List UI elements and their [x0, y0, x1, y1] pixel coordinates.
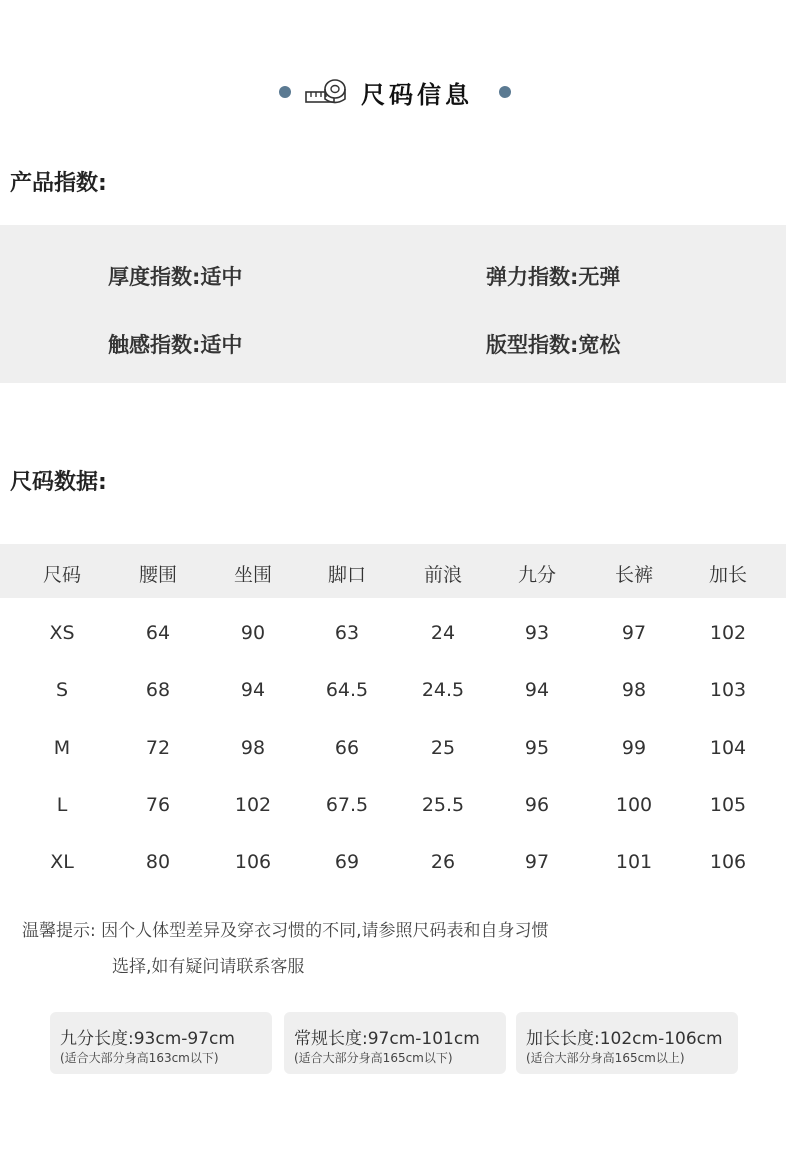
- section-header: [0, 72, 790, 112]
- table-cell: 25.5: [421, 794, 465, 816]
- table-cell: 106: [709, 851, 747, 873]
- table-cell: 99: [621, 737, 647, 759]
- length-card-main: 加长长度:102cm-106cm: [526, 1029, 723, 1049]
- index-item-touch: [108, 329, 242, 359]
- index-item-fit: [486, 329, 620, 359]
- index-label: 厚度指数:: [108, 265, 201, 289]
- table-cell: 96: [524, 794, 550, 816]
- length-card-sub: (适合大部分身高163cm以下): [60, 1051, 219, 1065]
- table-cell: 105: [709, 794, 747, 816]
- table-cell: 98: [240, 737, 266, 759]
- table-cell: 93: [524, 622, 550, 644]
- table-cell: 64.5: [325, 679, 369, 701]
- size-data-heading: 尺码数据:: [10, 470, 107, 495]
- table-cell: 63: [334, 622, 360, 644]
- length-card-cropped: [50, 1012, 272, 1074]
- table-cell: 76: [145, 794, 171, 816]
- table-cell: 24.5: [421, 679, 465, 701]
- length-card-sub: (适合大部分身高165cm以下): [294, 1051, 453, 1065]
- index-value: 适中: [200, 333, 243, 357]
- table-cell: 102: [234, 794, 272, 816]
- table-cell: 67.5: [325, 794, 369, 816]
- column-header: 长裤: [614, 564, 653, 586]
- length-card-long: [516, 1012, 738, 1074]
- size-label-cell: S: [55, 679, 69, 701]
- table-cell: 64: [145, 622, 171, 644]
- table-cell: 95: [524, 737, 550, 759]
- table-cell: 68: [145, 679, 171, 701]
- size-label-cell: XS: [49, 622, 75, 644]
- table-cell: 69: [334, 851, 360, 873]
- decor-dot-right: [499, 86, 511, 98]
- index-value: 无弹: [578, 265, 621, 289]
- table-cell: 100: [615, 794, 653, 816]
- table-cell: 102: [709, 622, 747, 644]
- size-table-header: [0, 544, 786, 598]
- table-cell: 80: [145, 851, 171, 873]
- column-header: 前浪: [423, 564, 462, 586]
- index-item-elasticity: [486, 261, 620, 291]
- table-cell: 104: [709, 737, 747, 759]
- index-value: 适中: [200, 265, 243, 289]
- table-cell: 97: [621, 622, 647, 644]
- column-header: 九分: [517, 564, 556, 586]
- product-index-panel: [0, 225, 786, 383]
- tip-line-2: 选择,如有疑问请联系客服: [112, 957, 305, 977]
- column-header: 坐围: [233, 564, 272, 586]
- index-value: 宽松: [578, 333, 621, 357]
- table-cell: 103: [709, 679, 747, 701]
- tip-line-1: 温馨提示: 因个人体型差异及穿衣习惯的不同,请参照尺码表和自身习惯: [22, 921, 549, 941]
- index-item-thickness: [108, 261, 242, 291]
- page-title: 尺码信息: [361, 80, 473, 109]
- table-cell: 66: [334, 737, 360, 759]
- tape-measure-icon: [305, 77, 347, 107]
- table-cell: 106: [234, 851, 272, 873]
- index-label: 弹力指数:: [486, 265, 579, 289]
- table-cell: 26: [430, 851, 456, 873]
- table-cell: 101: [615, 851, 653, 873]
- column-header: 尺码: [42, 564, 81, 586]
- index-label: 触感指数:: [108, 333, 201, 357]
- product-index-heading: 产品指数:: [10, 171, 107, 196]
- column-header: 腰围: [138, 564, 177, 586]
- length-card-main: 常规长度:97cm-101cm: [294, 1029, 480, 1049]
- table-cell: 90: [240, 622, 266, 644]
- length-card-sub: (适合大部分身高165cm以上): [526, 1051, 685, 1065]
- length-card-main: 九分长度:93cm-97cm: [60, 1029, 235, 1049]
- column-header: 加长: [708, 564, 747, 586]
- table-cell: 25: [430, 737, 456, 759]
- table-cell: 72: [145, 737, 171, 759]
- index-label: 版型指数:: [486, 333, 579, 357]
- table-cell: 94: [240, 679, 266, 701]
- size-label-cell: L: [56, 794, 68, 816]
- decor-dot-left: [279, 86, 291, 98]
- table-cell: 97: [524, 851, 550, 873]
- table-cell: 94: [524, 679, 550, 701]
- size-label-cell: XL: [50, 851, 74, 873]
- table-cell: 98: [621, 679, 647, 701]
- length-card-regular: [284, 1012, 506, 1074]
- size-label-cell: M: [53, 737, 71, 759]
- table-cell: 24: [430, 622, 456, 644]
- column-header: 脚口: [327, 564, 366, 586]
